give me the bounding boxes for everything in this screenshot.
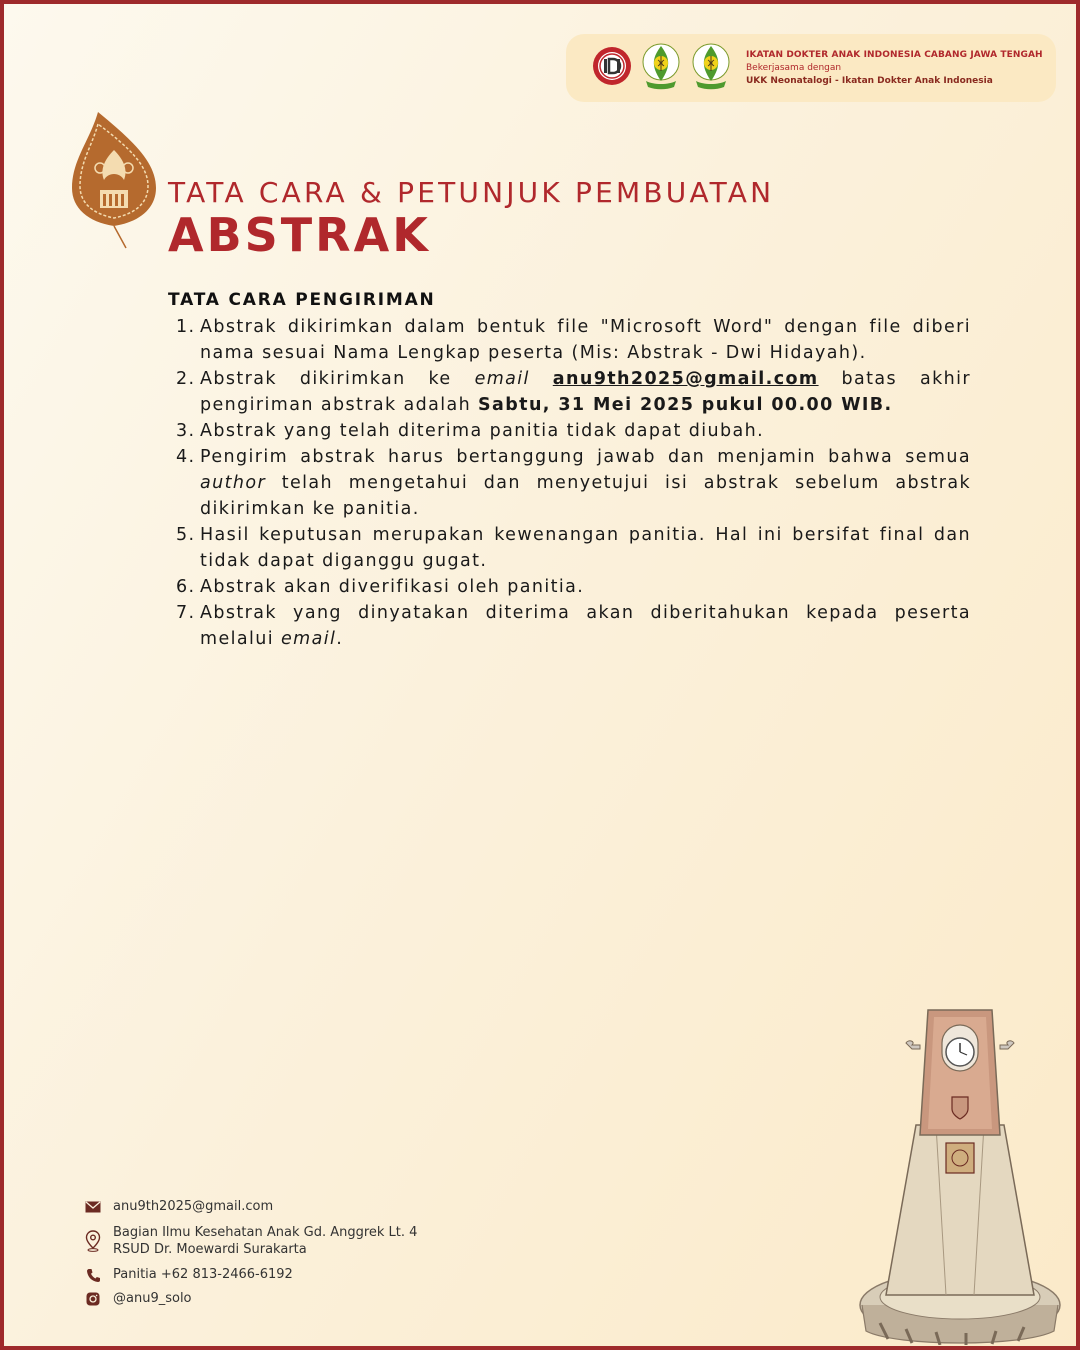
- rule-text: telah mengetahui dan menyetujui isi abstrak sebelum abstrak dikirimkan ke panitia.: [200, 473, 971, 519]
- rule-item: [168, 600, 971, 652]
- rule-number: 5.: [176, 525, 196, 545]
- rule-number: 6.: [176, 577, 196, 597]
- page-title: ABSTRAK: [168, 208, 431, 262]
- rule-text: Abstrak akan diverifikasi oleh panitia.: [200, 577, 585, 597]
- rule-text: Pengirim abstrak harus bertanggung jawab dan menjamin bahwa semua: [200, 447, 971, 467]
- instagram-icon: [84, 1290, 102, 1308]
- rule-number: 2.: [176, 369, 196, 389]
- organizer-partner: UKK Neonatalogi - Ikatan Dokter Anak Indonesia: [746, 75, 993, 86]
- contact-email[interactable]: [84, 1198, 273, 1216]
- rule-text: Abstrak dikirimkan ke: [200, 369, 475, 389]
- ukk-logo-2: [690, 41, 732, 95]
- location-pin-icon: [84, 1224, 102, 1258]
- rule-item: [168, 418, 971, 444]
- rule-text: Hasil keputusan merupakan kewenangan panitia. Hal ini bersifat final dan tidak dapat diganggu gugat.: [200, 525, 971, 571]
- rule-number: 4.: [176, 447, 196, 467]
- wayang-ornament-icon: [70, 110, 160, 254]
- rule-item: [168, 574, 971, 600]
- ukk-logo-1: [640, 41, 682, 95]
- rule-text: Abstrak dikirimkan dalam bentuk file "Microsoft Word" dengan file diberi nama sesuai Nama Lengkap peserta (Mis: Abstrak - Dwi Hidayah).: [200, 317, 971, 363]
- contact-phone[interactable]: [84, 1266, 293, 1284]
- contact-email-text: anu9th2025@gmail.com: [113, 1199, 274, 1214]
- section-heading: TATA CARA PENGIRIMAN: [168, 290, 436, 310]
- rule-number: 7.: [176, 603, 196, 623]
- contact-address-line2: RSUD Dr. Moewardi Surakarta: [113, 1242, 307, 1257]
- contact-address: [84, 1224, 417, 1258]
- contact-address-line1: Bagian Ilmu Kesehatan Anak Gd. Anggrek Lt. 4: [113, 1225, 418, 1240]
- rule-number: 1.: [176, 317, 196, 337]
- organizer-collab-label: Bekerjasama dengan: [746, 62, 842, 73]
- rules-list: [168, 314, 971, 652]
- rule-text: Sabtu, 31 Mei 2025 pukul 00.00 WIB.: [478, 395, 893, 415]
- idai-logo: [592, 46, 632, 90]
- organizer-title: IKATAN DOKTER ANAK INDONESIA CABANG JAWA TENGAH: [746, 49, 1043, 60]
- rule-text: batas akhir pengiriman abstrak adalah: [200, 369, 972, 415]
- rule-item: [168, 444, 971, 522]
- contact-instagram-text: @anu9_solo: [113, 1291, 192, 1306]
- contact-instagram[interactable]: [84, 1290, 192, 1308]
- envelope-icon: [84, 1198, 102, 1216]
- rule-item: [168, 522, 971, 574]
- rule-text: author: [200, 473, 267, 493]
- rule-item: [168, 314, 971, 366]
- rule-text: email: [474, 369, 530, 389]
- rule-text: .: [336, 629, 344, 649]
- rule-text: Abstrak yang dinyatakan diterima akan diberitahukan kepada peserta melalui: [200, 603, 971, 649]
- rule-number: 3.: [176, 421, 196, 441]
- clock-tower-illustration: [856, 1005, 1062, 1349]
- submission-email-link[interactable]: anu9th2025@gmail.com: [552, 369, 819, 389]
- rule-text: [530, 369, 553, 389]
- rule-text: email: [280, 629, 337, 649]
- phone-icon: [84, 1266, 102, 1284]
- contact-phone-text: Panitia +62 813-2466-6192: [113, 1267, 293, 1282]
- rule-text: Abstrak yang telah diterima panitia tidak dapat diubah.: [200, 421, 765, 441]
- organizer-header: [566, 34, 1056, 102]
- page-subtitle: TATA CARA & PETUNJUK PEMBUATAN: [168, 176, 775, 209]
- rule-item: [168, 366, 971, 418]
